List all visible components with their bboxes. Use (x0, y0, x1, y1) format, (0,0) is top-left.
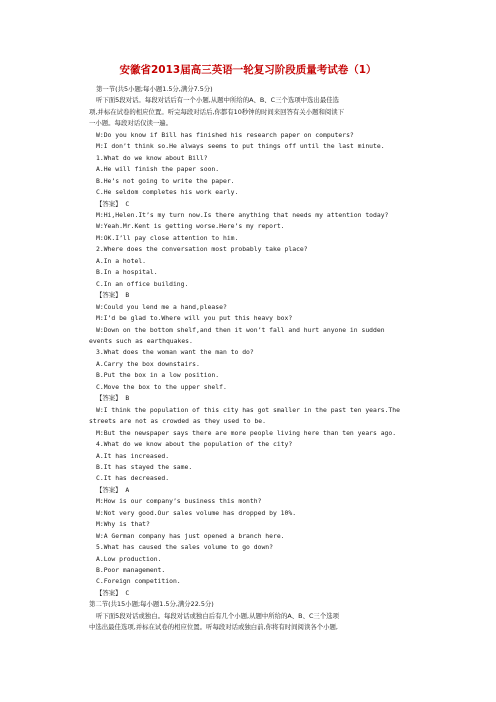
text-line: 【答案】 B (96, 291, 130, 300)
text-line: 第二节(共15小题;每小题1.5分,满分22.5分) (89, 600, 214, 609)
text-line: M:I’d be glad to.Where will you put this heavy box? (96, 314, 293, 323)
text-line: 【答案】 C (96, 588, 130, 597)
text-line: M:Why is that? (96, 520, 150, 529)
text-line: A.He will finish the paper soon. (96, 165, 220, 174)
text-line: C.He seldom completes his work early. (96, 188, 239, 197)
document-body (89, 84, 407, 634)
text-line: 2.Where does the conversation most probably take place? (96, 245, 308, 254)
text-line: C.It has decreased. (96, 474, 170, 483)
text-line: 一小题。每段对话仅读一遍。 (89, 119, 173, 128)
text-line: 听下面5段对话。每段对话后有一个小题,从题中所给的A、B、C三个选项中选出最佳选 (96, 96, 339, 105)
text-line: streets are not as crowded as they used to be. (89, 417, 266, 426)
text-line: W:Could you lend me a hand,please? (96, 302, 227, 311)
text-line: M:How is our company’s business this month? (96, 497, 262, 506)
text-line: W:I think the population of this city has got smaller in the past ten years.The (96, 405, 400, 414)
text-line: A.It has increased. (96, 451, 170, 460)
text-line: 1.What do we know about Bill? (96, 153, 208, 162)
text-line: W:Not very good.Our sales volume has dropped by 10%. (96, 508, 297, 517)
text-line: 【答案】 B (96, 394, 130, 403)
text-line: 3.What does the woman want the man to do? (96, 348, 254, 357)
text-line: W:Yeah.Mr.Kent is getting worse.Here’s my report. (96, 222, 285, 231)
text-line: W:Down on the bottom shelf,and then it won’t fall and hurt anyone in sudden (96, 325, 385, 334)
text-line: 5.What has caused the sales volume to go down? (96, 543, 273, 552)
text-line: 中选出最佳选项,并标在试卷的相应位置。听每段对话或独白前,你将有时间阅读各个小题, (89, 623, 338, 632)
document-title: 安徽省2013届高三英语一轮复习阶段质量考试卷（1） (119, 64, 377, 76)
text-line: 4.What do we know about the population of the city? (96, 440, 293, 449)
text-line: 【答案】 A (96, 485, 130, 494)
text-line: B.It has stayed the same. (96, 462, 193, 471)
text-line: B.In a hospital. (96, 268, 158, 277)
text-line: C.In an office building. (96, 279, 189, 288)
text-line: 项,并标在试卷的相应位置。听完每段对话后,你都有10秒钟的时间来回答有关小题和阅读下 (89, 107, 345, 116)
text-line: M:I don’t think so.He always seems to put things off until the last minute. (96, 142, 385, 151)
text-line: M:Hi,Helen.It’s my turn now.Is there anything that needs my attention today? (96, 210, 389, 219)
text-line: C.Move the box to the upper shelf. (96, 382, 227, 391)
text-line: A.In a hotel. (96, 256, 147, 265)
text-line: events such as earthquakes. (89, 336, 193, 345)
text-line: A.Low production. (96, 554, 162, 563)
text-line: M:OK.I’ll pay close attention to him. (96, 233, 239, 242)
text-line: M:But the newspaper says there are more people living here than ten years ago. (96, 428, 397, 437)
text-line: 第一节(共5小题;每小题1.5分,满分7.5分) (96, 85, 213, 93)
text-line: B.Poor management. (96, 566, 166, 575)
text-line: C.Foreign competition. (96, 577, 181, 586)
text-line: W:A German company has just opened a branch here. (96, 531, 285, 540)
text-line: 【答案】 C (96, 199, 130, 208)
text-line: 听下面5段对话或独白。每段对话或独白后有几个小题,从题中所给的A、B、C三个选项 (96, 611, 339, 620)
text-line: W:Do you know if Bill has finished his research paper on computers? (96, 130, 354, 139)
text-line: B.Put the box in a low position. (96, 371, 220, 380)
text-line: B.He’s not going to write the paper. (96, 176, 235, 185)
text-line: A.Carry the box downstairs. (96, 359, 200, 368)
